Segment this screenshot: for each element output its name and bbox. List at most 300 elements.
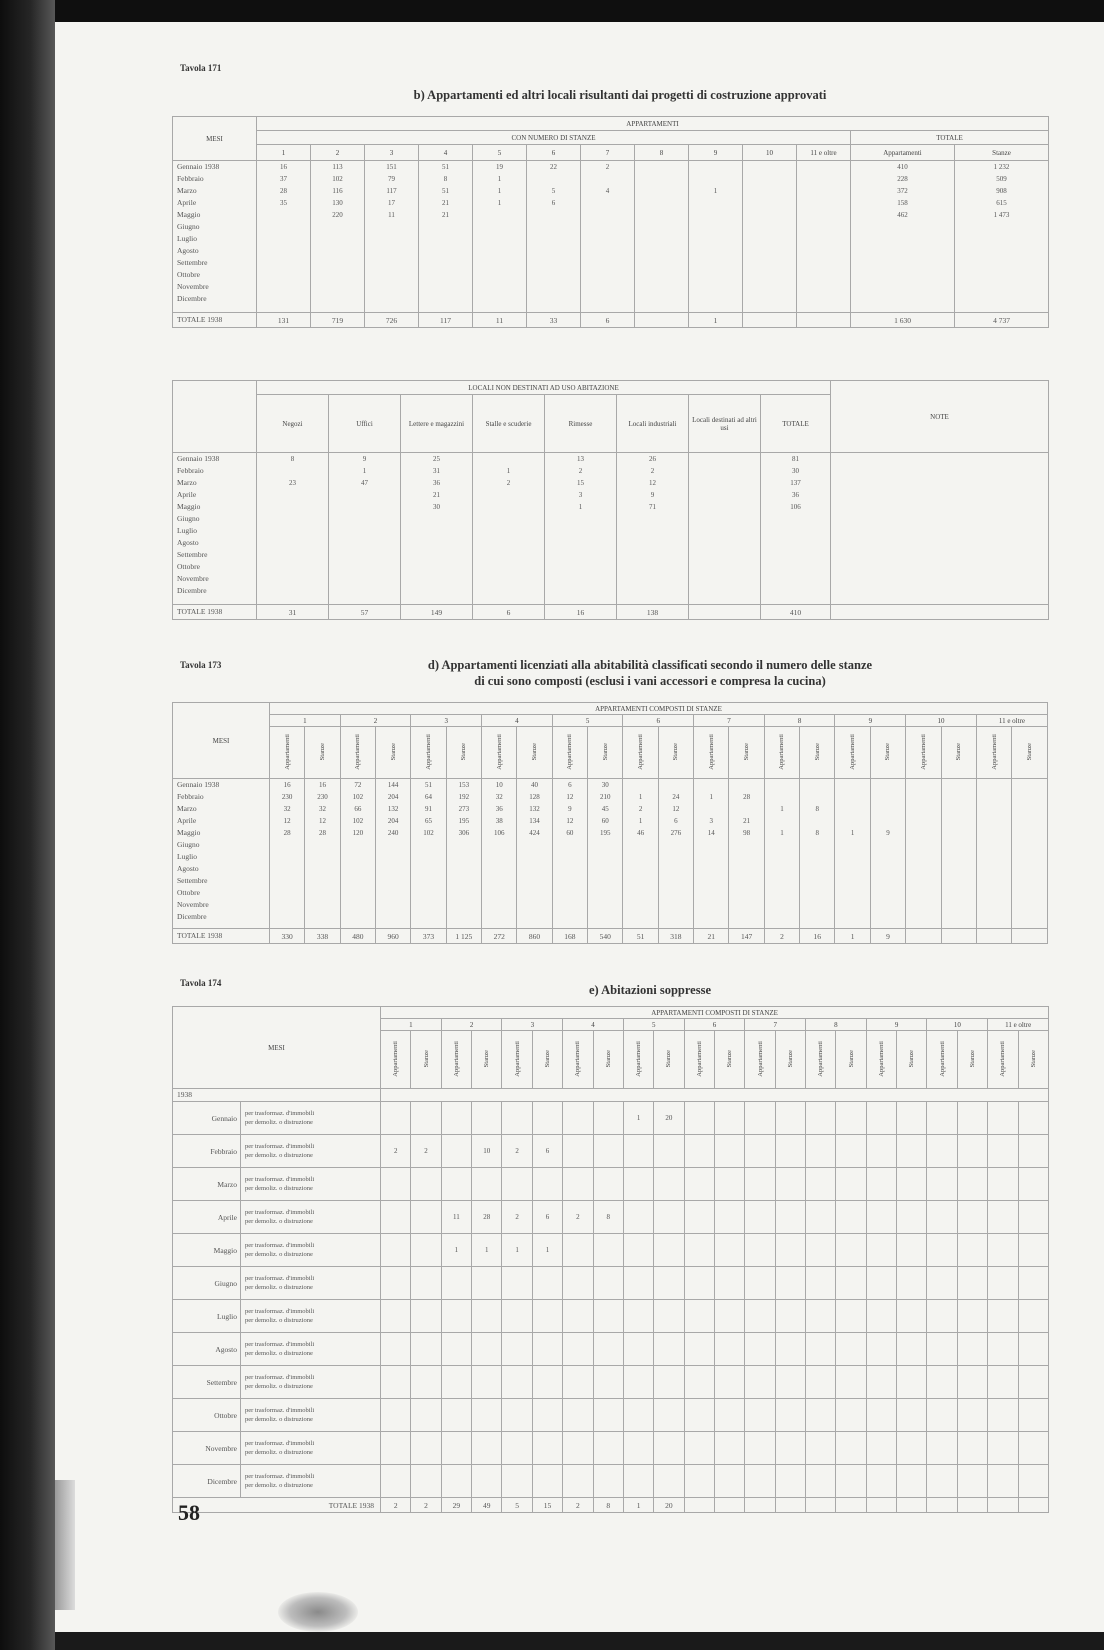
table-cell — [1018, 1201, 1049, 1234]
sub-header-label: Appartamenti — [849, 733, 857, 770]
total-cell: 149 — [401, 605, 473, 620]
table-cell — [689, 513, 760, 525]
table-cell — [806, 1333, 836, 1366]
table-cell — [482, 911, 516, 923]
table-cell — [714, 1168, 744, 1201]
table-cell — [553, 911, 587, 923]
months-cell — [173, 161, 257, 313]
table-cell — [553, 899, 587, 911]
table-cell — [942, 875, 976, 887]
reason-cell — [241, 1201, 381, 1234]
table-cell: 151 — [386, 163, 397, 171]
column-header: 7 — [581, 145, 635, 161]
group-header: 11 e oltre — [976, 715, 1047, 727]
table-title: b) Appartamenti ed altri locali risultanti dai progetti di costruzione approvati — [413, 88, 827, 102]
table-cell — [684, 1366, 714, 1399]
table-cell — [988, 1201, 1018, 1234]
table-cell — [545, 525, 616, 537]
table-cell — [743, 233, 796, 245]
table-cell — [745, 1168, 775, 1201]
sub-header — [1012, 727, 1048, 779]
total-cell: 318 — [658, 929, 693, 944]
table-cell — [831, 561, 1048, 573]
value-column — [545, 453, 617, 605]
total-cell: 51 — [623, 929, 658, 944]
table-cell — [988, 1234, 1018, 1267]
table-cell — [502, 1333, 532, 1366]
table-cell — [689, 245, 742, 257]
table-cell — [745, 1201, 775, 1234]
table-cell: 1 — [850, 829, 855, 837]
sub-header-label: Stanze — [389, 742, 397, 761]
column-header: 4 — [419, 145, 473, 161]
table-cell — [441, 1333, 471, 1366]
table-cell — [897, 1300, 927, 1333]
table-cell — [797, 293, 850, 305]
reason-cell — [241, 1102, 381, 1135]
table-cell — [1018, 1465, 1049, 1498]
table-cell — [411, 1465, 441, 1498]
total-cell: 131 — [257, 313, 311, 328]
month-label: Ottobre — [177, 270, 200, 279]
column-header: 2 — [311, 145, 365, 161]
month-label: Settembre — [177, 550, 208, 559]
totale-header: TOTALE — [851, 131, 1049, 145]
sub-header-label: Appartamenti — [513, 1040, 521, 1077]
table-cell — [942, 851, 976, 863]
table-cell — [527, 281, 580, 293]
month-label: Novembre — [177, 900, 209, 909]
table-cell — [851, 245, 954, 257]
table-cell: 273 — [458, 805, 470, 813]
table-cell — [581, 221, 634, 233]
group-header: 6 — [623, 715, 694, 727]
table-cell: 26 — [649, 455, 656, 463]
table-cell — [729, 851, 763, 863]
table-cell — [381, 1234, 411, 1267]
sub-header-label: Stanze — [726, 1049, 734, 1068]
table-cell — [376, 911, 410, 923]
total-cell: 168 — [552, 929, 587, 944]
table-cell — [745, 1300, 775, 1333]
table-row — [173, 1201, 1049, 1234]
table-cell — [977, 887, 1011, 899]
table-cell — [866, 1300, 896, 1333]
table-cell — [635, 293, 688, 305]
value-column — [365, 161, 419, 313]
table-cell — [472, 1102, 502, 1135]
table-cell — [745, 1366, 775, 1399]
table-cell — [311, 233, 364, 245]
reason-transform: per trasformaz. d'immobili — [245, 1440, 315, 1447]
table-cell — [866, 1267, 896, 1300]
table-cell — [957, 1366, 987, 1399]
sub-header — [806, 1031, 836, 1089]
month-label: Maggio — [177, 210, 201, 219]
table-cell — [714, 1366, 744, 1399]
total-label: TOTALE 1938 — [173, 605, 257, 620]
table-cell — [473, 257, 526, 269]
table-cell — [775, 1234, 805, 1267]
table-cell — [305, 899, 339, 911]
table-cell: 11 — [441, 1201, 471, 1234]
table-cell — [806, 1399, 836, 1432]
table-cell — [447, 851, 481, 863]
table-cell — [329, 585, 400, 597]
sub-header — [588, 727, 623, 779]
value-column — [761, 453, 831, 605]
table-cell — [831, 525, 1048, 537]
table-cell: 13 — [577, 455, 584, 463]
table-cell — [411, 1234, 441, 1267]
scan-left-edge — [0, 0, 55, 1650]
table-cell — [472, 1300, 502, 1333]
table-cell — [871, 791, 905, 803]
table-cell: 51 — [442, 163, 449, 171]
table-cell — [871, 911, 905, 923]
table-cell — [906, 911, 940, 923]
table-cell: 1 — [497, 199, 502, 207]
table-cell — [617, 561, 688, 573]
table-cell — [871, 899, 905, 911]
value-column — [689, 453, 761, 605]
months-cell — [173, 453, 257, 605]
total-cell: 860 — [517, 929, 552, 944]
month-label: Agosto — [173, 1333, 241, 1366]
table-row — [173, 1465, 1049, 1498]
sub-header-label: Stanze — [786, 1049, 794, 1068]
month-label: Dicembre — [177, 294, 207, 303]
month-label: Dicembre — [177, 912, 207, 921]
table-cell — [836, 1465, 866, 1498]
table-cell: 228 — [897, 175, 908, 183]
sub-header — [381, 1031, 411, 1089]
table-cell: 9 — [886, 829, 890, 837]
table-cell — [942, 803, 976, 815]
table-cell: 130 — [332, 199, 343, 207]
table-cell — [381, 1465, 411, 1498]
table-cell — [835, 899, 869, 911]
table-cell — [1018, 1333, 1049, 1366]
table-cell — [411, 887, 445, 899]
table-cell — [257, 281, 310, 293]
value-column — [976, 779, 1011, 929]
total-cell — [957, 1498, 987, 1513]
total-cell: 147 — [729, 929, 764, 944]
table-cell: 615 — [996, 199, 1007, 207]
sub-header — [976, 727, 1011, 779]
table-cell — [806, 1432, 836, 1465]
value-column — [588, 779, 623, 929]
table-cell — [617, 537, 688, 549]
table-cell — [581, 173, 634, 185]
value-column — [635, 161, 689, 313]
table-cell — [311, 269, 364, 281]
year-label: 1938 — [173, 1089, 381, 1102]
sub-header — [714, 1031, 744, 1089]
table-cell — [311, 281, 364, 293]
table-cell: 1 — [638, 793, 643, 801]
table-cell — [545, 549, 616, 561]
month-label: Settembre — [177, 876, 208, 885]
table-cell — [617, 525, 688, 537]
table-cell — [527, 233, 580, 245]
table-cell — [729, 911, 763, 923]
table-cell: 17 — [388, 199, 395, 207]
table-cell — [871, 839, 905, 851]
table-cell: 8 — [443, 175, 448, 183]
table-cell — [988, 1168, 1018, 1201]
table-cell — [623, 1366, 653, 1399]
table-cell — [473, 573, 544, 585]
table-cell — [988, 1267, 1018, 1300]
table-cell — [689, 221, 742, 233]
table-cell — [588, 851, 622, 863]
sub-header-label: Appartamenti — [990, 733, 998, 770]
table-cell: 3 — [578, 491, 583, 499]
table-cell: 79 — [388, 175, 395, 183]
table-cell — [955, 221, 1048, 233]
value-column — [311, 161, 365, 313]
table-cell — [329, 573, 400, 585]
table-cell — [270, 887, 304, 899]
table-cell — [957, 1267, 987, 1300]
table-cell — [532, 1366, 562, 1399]
table-cell — [897, 1333, 927, 1366]
table-cell — [401, 549, 472, 561]
table-cell — [381, 1168, 411, 1201]
month-label: Dicembre — [177, 586, 207, 595]
table-cell — [955, 257, 1048, 269]
table-cell — [532, 1267, 562, 1300]
column-header: Locali industriali — [617, 395, 689, 453]
table-cell — [831, 549, 1048, 561]
table-cell — [1012, 839, 1047, 851]
total-cell — [897, 1498, 927, 1513]
table-cell: 128 — [529, 793, 540, 801]
sub-header — [482, 727, 517, 779]
month-label: Febbraio — [177, 466, 204, 475]
table-cell — [419, 245, 472, 257]
table-cell — [689, 269, 742, 281]
sub-header — [532, 1031, 562, 1089]
reason-demolition: per demoliz. o distruzione — [245, 1449, 313, 1456]
table-cell — [553, 839, 587, 851]
table-cell — [745, 1102, 775, 1135]
sub-header-label: Appartamenti — [635, 1040, 643, 1077]
table-cell — [502, 1399, 532, 1432]
value-column — [257, 161, 311, 313]
table-cell — [329, 513, 400, 525]
table-cell: 6 — [674, 817, 678, 825]
sub-header — [866, 1031, 896, 1089]
table-cell — [545, 573, 616, 585]
table-cell: 132 — [387, 805, 399, 813]
table-cell — [617, 585, 688, 597]
table-cell — [942, 779, 976, 791]
table-cell — [765, 851, 799, 863]
total-cell — [635, 313, 689, 328]
table-cell — [588, 887, 622, 899]
table-cell — [831, 513, 1048, 525]
table-cell — [654, 1399, 684, 1432]
table-cell — [714, 1267, 744, 1300]
table-cell — [257, 293, 310, 305]
value-column — [329, 453, 401, 605]
table-cell — [341, 911, 375, 923]
table-cell — [257, 269, 310, 281]
total-cell: 330 — [269, 929, 304, 944]
table-cell — [866, 1333, 896, 1366]
table-cell — [617, 573, 688, 585]
total-cell — [976, 929, 1011, 944]
group-header: 1 — [381, 1019, 442, 1031]
total-cell: 9 — [870, 929, 905, 944]
table-cell — [714, 1135, 744, 1168]
table-cell — [729, 887, 763, 899]
table-cell — [659, 899, 693, 911]
table-cell — [329, 549, 400, 561]
table-cell — [977, 875, 1011, 887]
table-cell — [684, 1399, 714, 1432]
table-cell — [906, 875, 940, 887]
table-cell — [775, 1267, 805, 1300]
table-cell: 15 — [577, 479, 584, 487]
table-cell — [527, 209, 580, 221]
table-cell — [906, 827, 940, 839]
month-label: Aprile — [177, 816, 197, 825]
table-cell — [765, 839, 799, 851]
group-header: 9 — [866, 1019, 927, 1031]
table-cell: 24 — [672, 793, 680, 801]
scan-top-edge — [0, 0, 1104, 22]
table-cell — [906, 779, 940, 791]
table-cell — [411, 1168, 441, 1201]
total-cell: 49 — [472, 1498, 502, 1513]
table-cell: 116 — [332, 187, 343, 195]
table-cell — [527, 293, 580, 305]
group-header: 10 — [927, 1019, 988, 1031]
table-cell — [473, 561, 544, 573]
table-cell — [270, 899, 304, 911]
table-cell — [714, 1300, 744, 1333]
month-label: Ottobre — [177, 562, 200, 571]
table-cell — [329, 489, 400, 501]
table-cell: 28 — [318, 829, 326, 837]
table-cell — [401, 573, 472, 585]
table-cell — [689, 293, 742, 305]
month-label: Luglio — [177, 526, 197, 535]
reason-cell — [241, 1168, 381, 1201]
table-cell — [654, 1168, 684, 1201]
table-cell: 8 — [593, 1201, 623, 1234]
reason-demolition: per demoliz. o distruzione — [245, 1251, 313, 1258]
sub-header-label: Stanze — [318, 742, 326, 761]
table-cell: 38 — [495, 817, 503, 825]
total-row — [173, 1498, 1049, 1513]
table-cell — [257, 233, 310, 245]
total-cell — [775, 1498, 805, 1513]
table-cell — [1012, 851, 1047, 863]
reason-cell — [241, 1333, 381, 1366]
table-cell — [775, 1102, 805, 1135]
table-cell — [957, 1201, 987, 1234]
table-cell — [988, 1102, 1018, 1135]
table-cell — [897, 1201, 927, 1234]
table-cell — [977, 791, 1011, 803]
table-cell — [472, 1465, 502, 1498]
total-cell: 1 125 — [446, 929, 481, 944]
mesi-header: MESI — [173, 117, 257, 161]
table-cell — [765, 875, 799, 887]
table-cell: 120 — [352, 829, 364, 837]
table-cell: 30 — [601, 781, 609, 789]
table-cell — [517, 887, 551, 899]
table-cell: 1 — [472, 1234, 502, 1267]
table-cell — [897, 1168, 927, 1201]
table-cell — [871, 875, 905, 887]
table-cell — [635, 233, 688, 245]
table-cell — [623, 1300, 653, 1333]
sub-header-label: Stanze — [969, 1049, 977, 1068]
table-cell — [623, 875, 657, 887]
column-header: Appartamenti — [851, 145, 955, 161]
table-cell — [502, 1267, 532, 1300]
table-cell — [593, 1168, 623, 1201]
table-cell: 1 — [780, 829, 784, 837]
sub-header — [927, 1031, 957, 1089]
table-cell — [684, 1267, 714, 1300]
table-cell — [942, 899, 976, 911]
table-cell — [797, 233, 850, 245]
table-cell — [419, 269, 472, 281]
value-column — [411, 779, 446, 929]
table-cell — [482, 863, 516, 875]
table-cell — [411, 1267, 441, 1300]
table-cell: 5 — [551, 187, 556, 195]
table-cell — [623, 779, 657, 791]
table-cell — [806, 1234, 836, 1267]
month-label: Marzo — [173, 1168, 241, 1201]
table-cell: 12 — [566, 793, 574, 801]
table-cell — [517, 899, 551, 911]
table-cell — [545, 585, 616, 597]
month-label: Marzo — [177, 478, 197, 487]
table-cell — [411, 1432, 441, 1465]
table-cell — [411, 1366, 441, 1399]
table-cell — [745, 1135, 775, 1168]
table-cell: 2 — [605, 163, 610, 171]
table-cell — [411, 1102, 441, 1135]
table-cell — [851, 281, 954, 293]
table-cell — [635, 257, 688, 269]
table-cell — [836, 1366, 866, 1399]
table-cell — [906, 863, 940, 875]
month-label: Novembre — [173, 1432, 241, 1465]
table-cell — [689, 257, 742, 269]
table-cell — [545, 537, 616, 549]
total-cell: 33 — [527, 313, 581, 328]
table-cell — [955, 233, 1048, 245]
table-cell — [381, 1267, 411, 1300]
table-cell: 1 — [709, 793, 714, 801]
table-cell — [761, 537, 830, 549]
table-cell — [689, 233, 742, 245]
sub-header — [411, 727, 446, 779]
month-label: Agosto — [177, 538, 199, 547]
value-column — [1012, 779, 1048, 929]
table-cell — [775, 1135, 805, 1168]
